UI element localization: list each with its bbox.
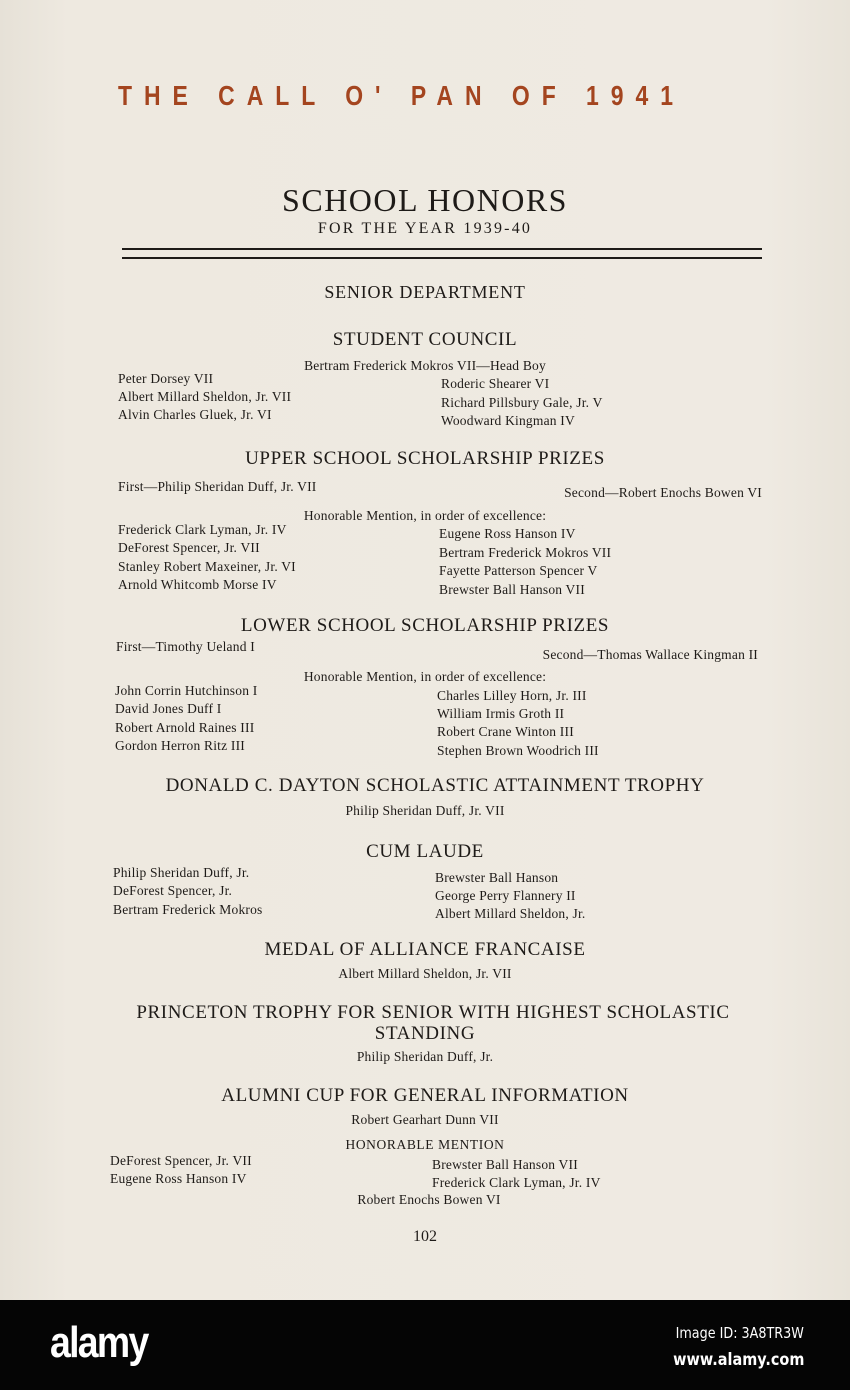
winner: Philip Sheridan Duff, Jr. xyxy=(356,1049,494,1064)
list-item: Charles Lilley Horn, Jr. III xyxy=(437,688,587,703)
section-heading-cont: STANDING xyxy=(374,1023,476,1044)
list-item: Robert Arnold Raines III xyxy=(115,720,255,735)
list-item: Philip Sheridan Duff, Jr. xyxy=(113,865,250,880)
section-heading: MEDAL OF ALLIANCE FRANCAISE xyxy=(264,939,586,960)
list-item: Bertram Frederick Mokros VII xyxy=(439,545,612,560)
list-item: Bertram Frederick Mokros xyxy=(113,902,263,917)
section-heading: PRINCETON TROPHY FOR SENIOR WITH HIGHEST SCHOLASTIC xyxy=(136,1002,730,1023)
list-item: David Jones Duff I xyxy=(115,701,222,716)
section-heading: STUDENT COUNCIL xyxy=(332,329,518,350)
rule-bottom xyxy=(122,257,762,259)
rule-top xyxy=(122,248,762,250)
first-prize: First—Timothy Ueland I xyxy=(116,639,255,654)
list-item: DeForest Spencer, Jr. xyxy=(113,883,233,898)
department-heading: SENIOR DEPARTMENT xyxy=(324,282,526,302)
list-item: Stanley Robert Maxeiner, Jr. VI xyxy=(118,559,296,574)
section-heading: UPPER SCHOOL SCHOLARSHIP PRIZES xyxy=(245,448,605,469)
list-item: Richard Pillsbury Gale, Jr. V xyxy=(441,395,603,410)
second-prize: Second—Thomas Wallace Kingman II xyxy=(542,647,758,662)
section-heading: CUM LAUDE xyxy=(366,841,484,862)
winner: Albert Millard Sheldon, Jr. VII xyxy=(338,966,512,981)
alamy-logo: alamy xyxy=(50,1318,148,1367)
list-item: Albert Millard Sheldon, Jr. VII xyxy=(118,389,292,404)
list-item: Frederick Clark Lyman, Jr. IV xyxy=(118,522,287,537)
list-item: DeForest Spencer, Jr. VII xyxy=(110,1153,252,1168)
list-item: Robert Crane Winton III xyxy=(437,724,574,739)
winner: Philip Sheridan Duff, Jr. VII xyxy=(345,803,505,818)
honorable-mention-label: Honorable Mention, in order of excellence: xyxy=(303,508,547,523)
head-boy: Bertram Frederick Mokros VII—Head Boy xyxy=(304,358,546,373)
site-url: www.alamy.com xyxy=(672,1350,804,1370)
list-item: Brewster Ball Hanson VII xyxy=(439,582,585,597)
list-item: Brewster Ball Hanson VII xyxy=(432,1157,578,1172)
section-heading: DONALD C. DAYTON SCHOLASTIC ATTAINMENT TROPHY xyxy=(165,775,705,796)
section-heading: LOWER SCHOOL SCHOLARSHIP PRIZES xyxy=(240,615,610,636)
watermark-footer xyxy=(0,1300,850,1390)
list-item: Brewster Ball Hanson xyxy=(435,870,559,885)
list-item: Gordon Herron Ritz III xyxy=(115,738,245,753)
list-item: William Irmis Groth II xyxy=(437,706,565,721)
section-heading: ALUMNI CUP FOR GENERAL INFORMATION xyxy=(221,1085,629,1106)
list-item: Frederick Clark Lyman, Jr. IV xyxy=(432,1175,601,1190)
list-item: Peter Dorsey VII xyxy=(118,371,214,386)
list-item: Albert Millard Sheldon, Jr. xyxy=(435,906,586,921)
list-item: Stephen Brown Woodrich III xyxy=(437,743,599,758)
list-item: DeForest Spencer, Jr. VII xyxy=(118,540,260,555)
list-item: Fayette Patterson Spencer V xyxy=(439,563,598,578)
subtitle: FOR THE YEAR 1939-40 xyxy=(317,220,533,237)
second-prize: Second—Robert Enochs Bowen VI xyxy=(564,485,762,500)
image-id: Image ID: 3A8TR3W xyxy=(675,1324,804,1342)
winner: Robert Gearhart Dunn VII xyxy=(351,1112,499,1127)
list-item: Eugene Ross Hanson IV xyxy=(439,526,576,541)
list-item: George Perry Flannery II xyxy=(435,888,576,903)
list-item: Robert Enochs Bowen VI xyxy=(357,1192,501,1207)
list-item: Woodward Kingman IV xyxy=(441,413,575,428)
honorable-mention-label: Honorable Mention, in order of excellence: xyxy=(303,669,547,684)
list-item: Alvin Charles Gluek, Jr. VI xyxy=(118,407,272,422)
first-prize: First—Philip Sheridan Duff, Jr. VII xyxy=(118,479,317,494)
running-title: THE CALL O' PAN OF 1941 xyxy=(118,80,686,111)
list-item: Arnold Whitcomb Morse IV xyxy=(118,577,277,592)
page-title: SCHOOL HONORS xyxy=(282,182,568,218)
honorable-mention-label: HONORABLE MENTION xyxy=(345,1137,505,1152)
page-number: 102 xyxy=(413,1228,437,1245)
list-item: John Corrin Hutchinson I xyxy=(115,683,258,698)
list-item: Eugene Ross Hanson IV xyxy=(110,1171,247,1186)
list-item: Roderic Shearer VI xyxy=(441,376,550,391)
